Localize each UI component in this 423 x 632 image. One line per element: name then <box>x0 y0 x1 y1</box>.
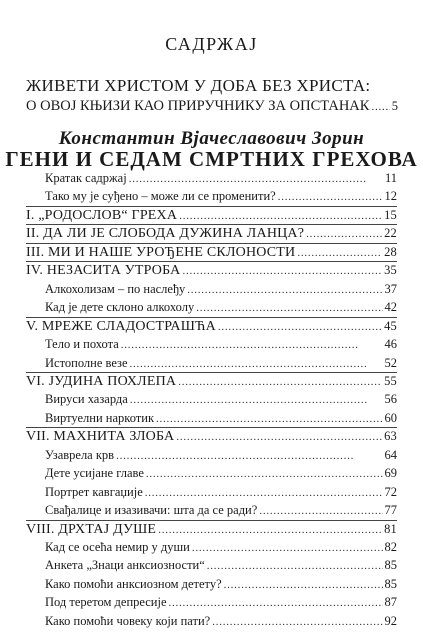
entry-page-number: 85 <box>384 558 397 573</box>
leader-dots <box>192 542 383 554</box>
intro-title-line2: О ОВОЈ КЊИЗИ КАО ПРИРУЧНИКУ ЗА ОПСТАНАК <box>26 98 370 114</box>
toc-chapter-entry <box>26 374 397 392</box>
intro-title-line1: ЖИВЕТИ ХРИСТОМ У ДОБА БЕЗ ХРИСТА: <box>26 76 371 95</box>
leader-dots <box>156 413 382 425</box>
entry-label: V. МРЕЖЕ СЛАДОСТРАШЋА <box>26 318 216 334</box>
toc-subentry <box>45 356 397 374</box>
toc-heading: САДРЖАЈ <box>165 34 258 54</box>
entry-label: VIII. ДРХТАЈ ДУШЕ <box>26 521 157 537</box>
toc-subentry <box>45 595 397 613</box>
chapter-rule <box>26 520 397 521</box>
toc-subentry <box>45 540 397 558</box>
entry-page-number: 11 <box>384 171 397 185</box>
leader-dots <box>169 597 383 609</box>
chapter-rule <box>26 243 397 244</box>
toc-chapter-entry <box>26 226 397 244</box>
leader-dots <box>297 247 382 259</box>
chapter-rule <box>26 261 397 262</box>
entry-label: Портрет кавгаџије <box>45 484 143 499</box>
entry-page-number: 22 <box>384 226 397 241</box>
entry-label: Виртуелни наркотик <box>45 410 155 425</box>
entry-page-number: 37 <box>384 281 397 296</box>
intro-page-number: 5 <box>391 99 398 113</box>
entry-label: Тело и похота <box>45 337 119 352</box>
entry-page-number: 85 <box>384 576 397 591</box>
leader-dots <box>116 450 382 462</box>
leader-dots <box>129 173 383 185</box>
leader-dots <box>182 265 382 277</box>
entry-page-number: 81 <box>384 521 397 536</box>
toc-chapter-entry <box>26 319 397 337</box>
toc-subentry <box>45 171 397 189</box>
entry-page-number: 72 <box>384 484 397 499</box>
leader-dots <box>145 487 383 499</box>
toc-subentry <box>45 485 397 503</box>
leader-dots <box>130 358 383 370</box>
leader-dots <box>371 101 389 113</box>
toc-subentry <box>45 411 397 429</box>
leader-dots <box>158 524 382 536</box>
entry-label: Како помоћи анксиозном детету? <box>45 576 222 591</box>
chapter-rule <box>26 224 397 225</box>
entry-label: Тако му је суђено – може ли се променити? <box>45 189 276 204</box>
entry-label: Анкета „Знаци анксиозности“ <box>45 558 205 573</box>
toc-subentry <box>45 614 397 632</box>
entry-page-number: 69 <box>384 466 397 481</box>
leader-dots <box>146 468 383 480</box>
leader-dots <box>121 339 383 351</box>
leader-dots <box>179 210 382 222</box>
chapter-rule <box>26 206 397 207</box>
leader-dots <box>207 560 383 572</box>
entry-label: I. „РОДОСЛОВ“ ГРЕХА <box>26 207 178 223</box>
entry-page-number: 45 <box>384 318 397 333</box>
entry-label: Како помоћи човеку који пати? <box>45 613 211 628</box>
book-title: ГЕНИ И СЕДАМ СМРТНИХ ГРЕХОВА <box>5 147 418 171</box>
leader-dots <box>178 376 382 388</box>
toc-chapter-entry <box>26 245 397 263</box>
entry-label: Свађалице и изазивачи: шта да се ради? <box>45 503 258 518</box>
leader-dots <box>176 431 382 443</box>
toc-subentry <box>45 577 397 595</box>
leader-dots <box>218 321 382 333</box>
entry-label: Алкохолизам – по наслеђу <box>45 281 186 296</box>
entry-page-number: 64 <box>384 447 397 462</box>
toc-subentry <box>45 189 397 207</box>
toc-subentry <box>45 503 397 521</box>
entry-label: II. ДА ЛИ ЈЕ СЛОБОДА ДУЖИНА ЛАНЦА? <box>26 226 305 242</box>
leader-dots <box>306 228 382 240</box>
chapter-rule <box>26 427 397 428</box>
entry-page-number: 60 <box>384 410 397 425</box>
author-name: Константин Вјачеславович Зорин <box>58 128 365 149</box>
entry-label: Под теретом депресије <box>45 595 167 610</box>
chapter-rule <box>26 317 397 318</box>
leader-dots <box>212 616 382 628</box>
toc-chapter-entry <box>26 263 397 281</box>
entry-page-number: 63 <box>384 429 397 444</box>
toc-chapter-entry <box>26 429 397 447</box>
entry-page-number: 92 <box>384 613 397 628</box>
entry-page-number: 15 <box>384 207 397 222</box>
entry-label: VI. ЈУДИНА ПОХЛЕПА <box>26 373 177 389</box>
entry-page-number: 87 <box>384 595 397 610</box>
toc-subentry <box>45 282 397 300</box>
entry-label: Кад је дете склоно алкохолу <box>45 300 195 315</box>
toc-subentry <box>45 448 397 466</box>
leader-dots <box>224 579 383 591</box>
entry-page-number: 77 <box>384 503 397 518</box>
chapter-rule <box>26 372 397 373</box>
toc-chapter-entry <box>26 522 397 540</box>
leader-dots <box>259 505 382 517</box>
entry-page-number: 82 <box>384 540 397 554</box>
entry-page-number: 42 <box>384 300 397 315</box>
entry-page-number: 28 <box>384 244 397 259</box>
entry-label: IV. НЕЗАСИТА УТРОБА <box>26 263 181 279</box>
entry-page-number: 55 <box>384 373 397 388</box>
entry-page-number: 46 <box>384 337 397 352</box>
toc-subentry <box>45 558 397 576</box>
entry-label: III. МИ И НАШЕ УРОЂЕНЕ СКЛОНОСТИ <box>26 244 296 260</box>
entry-label: Кад се осећа немир у души <box>45 540 190 554</box>
entry-label: Вируси хазарда <box>45 392 128 407</box>
leader-dots <box>130 394 383 406</box>
entry-label: Узаврела крв <box>45 447 115 462</box>
entry-label: Кратак садржај <box>45 171 127 185</box>
toc-subentry <box>45 300 397 318</box>
toc-chapter-entry <box>26 208 397 226</box>
toc-subentry <box>45 466 397 484</box>
entry-page-number: 56 <box>384 392 397 407</box>
leader-dots <box>187 284 382 296</box>
leader-dots <box>278 191 383 203</box>
entry-page-number: 52 <box>384 355 397 370</box>
entry-page-number: 12 <box>384 189 397 204</box>
toc-subentry <box>45 337 397 355</box>
entry-page-number: 35 <box>384 263 397 278</box>
toc-subentry <box>45 392 397 410</box>
leader-dots <box>196 302 382 314</box>
entry-label: Дете усијане главе <box>45 466 144 481</box>
entry-label: Истополне везе <box>45 355 128 370</box>
entry-label: VII. МАХНИТА ЗЛОБА <box>26 429 175 445</box>
intro-entry <box>26 98 398 118</box>
